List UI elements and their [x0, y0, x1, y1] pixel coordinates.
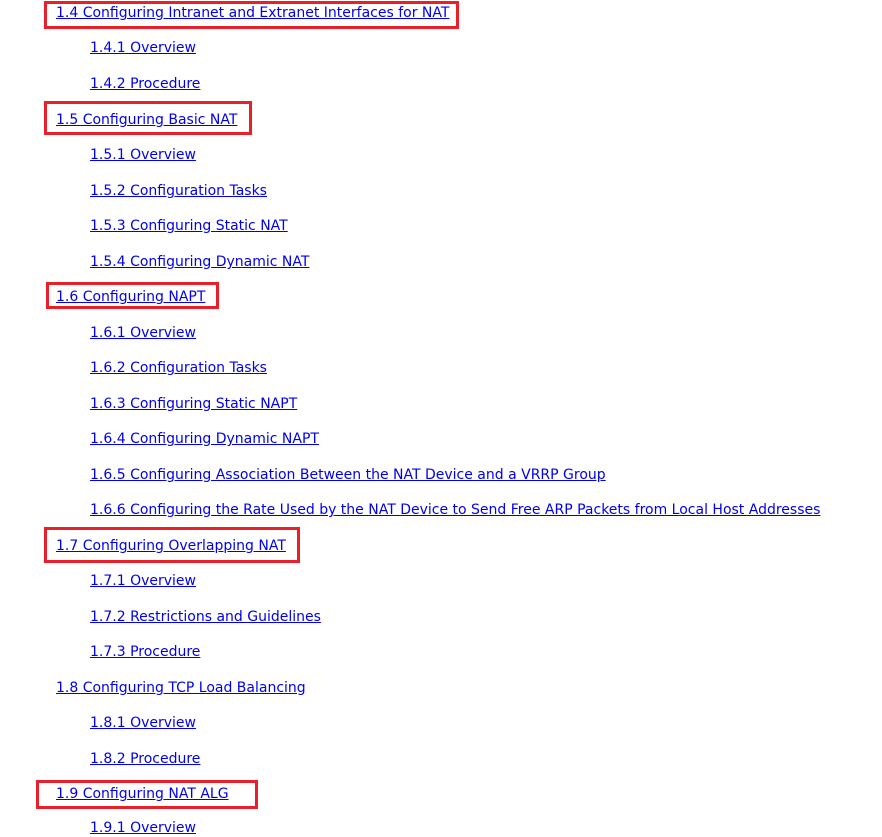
toc-link-1-8[interactable]: 1.8 Configuring TCP Load Balancing [56, 680, 306, 696]
toc-link-1-6-3[interactable]: 1.6.3 Configuring Static NAPT [90, 396, 298, 412]
toc-link-1-4[interactable]: 1.4 Configuring Intranet and Extranet Interfaces for NAT [56, 5, 450, 21]
toc-link-1-7[interactable]: 1.7 Configuring Overlapping NAT [56, 538, 286, 554]
toc-link-1-5[interactable]: 1.5 Configuring Basic NAT [56, 112, 238, 128]
toc-link-1-6[interactable]: 1.6 Configuring NAPT [56, 289, 206, 305]
toc-link-1-4-1[interactable]: 1.4.1 Overview [90, 40, 196, 56]
toc-link-1-8-2[interactable]: 1.8.2 Procedure [90, 751, 201, 767]
toc-link-1-6-5[interactable]: 1.6.5 Configuring Association Between the NAT Device and a VRRP Group [90, 467, 606, 483]
toc-link-1-4-2[interactable]: 1.4.2 Procedure [90, 76, 201, 92]
toc-link-1-6-1[interactable]: 1.6.1 Overview [90, 325, 196, 341]
toc-link-1-5-2[interactable]: 1.5.2 Configuration Tasks [90, 183, 267, 199]
toc-link-1-7-3[interactable]: 1.7.3 Procedure [90, 644, 201, 660]
toc-link-1-6-4[interactable]: 1.6.4 Configuring Dynamic NAPT [90, 431, 319, 447]
toc-link-1-7-2[interactable]: 1.7.2 Restrictions and Guidelines [90, 609, 321, 625]
toc-link-1-9-1[interactable]: 1.9.1 Overview [90, 820, 196, 836]
toc-link-1-6-6[interactable]: 1.6.6 Configuring the Rate Used by the NAT Device to Send Free ARP Packets from Local Host Addresses [90, 502, 821, 518]
toc-link-1-7-1[interactable]: 1.7.1 Overview [90, 573, 196, 589]
toc-link-1-5-4[interactable]: 1.5.4 Configuring Dynamic NAT [90, 254, 310, 270]
toc-link-1-6-2[interactable]: 1.6.2 Configuration Tasks [90, 360, 267, 376]
toc-link-1-5-3[interactable]: 1.5.3 Configuring Static NAT [90, 218, 288, 234]
toc-link-1-8-1[interactable]: 1.8.1 Overview [90, 715, 196, 731]
toc-link-1-9[interactable]: 1.9 Configuring NAT ALG [56, 786, 229, 802]
toc-link-1-5-1[interactable]: 1.5.1 Overview [90, 147, 196, 163]
